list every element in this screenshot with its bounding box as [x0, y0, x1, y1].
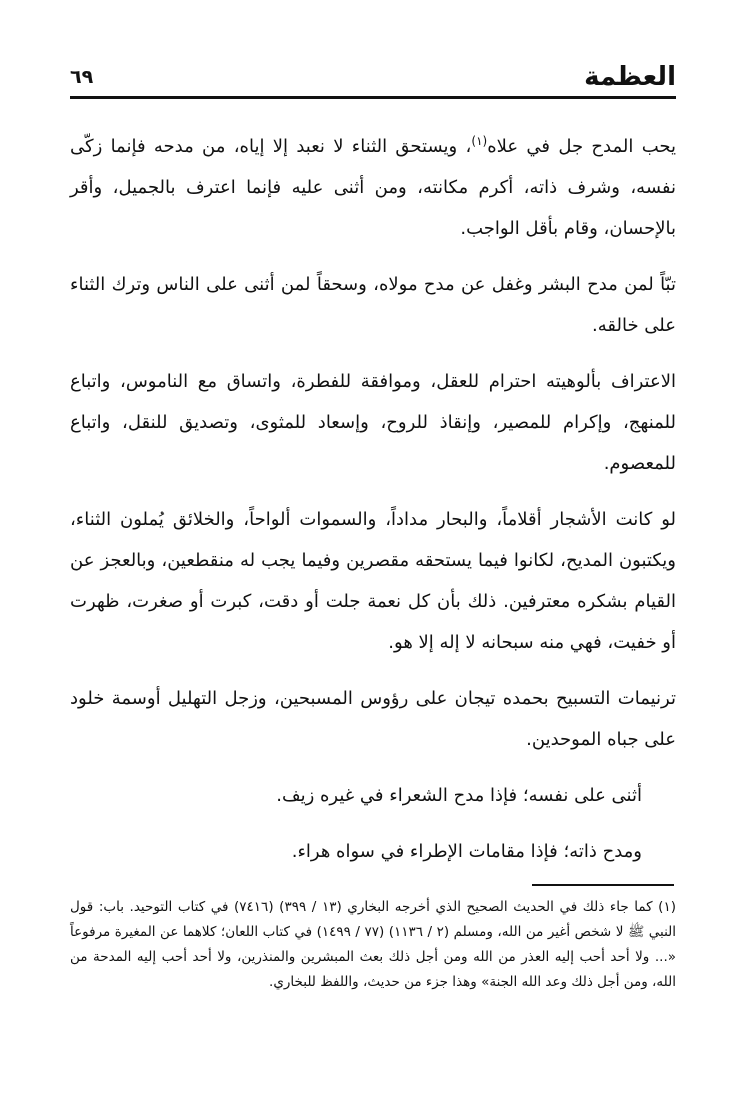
header-rule	[70, 96, 676, 99]
footnote: (١) كما جاء ذلك في الحديث الصحيح الذي أخرجه البخاري (١٣ / ٣٩٩) (٧٤١٦) في كتاب التوحيد. باب: قول النبي ﷺ لا شخص أغير من الله، ومسلم (٢ / ١١٣٦) (٧٧ / ١٤٩٩) في كتاب اللعان؛ كلاهما عن المغيرة مرفوعاً «... ولا أحد أحب إليه العذر من الله ومن أجل ذلك بعث المبشرين والمنذرين، ولا أحد أحب إليه المدحة من الله، ومن أجل ذلك وعد الله الجنة» وهذا جزء من حديث، واللفظ للبخاري.	[70, 899, 677, 990]
paragraph-1-text-start: يحب المدح جل في علاه	[487, 136, 676, 157]
running-title: العظمة	[584, 62, 676, 92]
paragraph-5: ترنيمات التسبيح بحمده تيجان على رؤوس المسبحين، وزجل التهليل أوسمة خلود على جباه الموحدين.	[70, 688, 676, 750]
footnote-reference: (١)	[471, 134, 488, 148]
paragraph-7: ومدح ذاته؛ فإذا مقامات الإطراء في سواه هراء.	[291, 841, 642, 862]
paragraph-2: تبّاً لمن مدح البشر وغفل عن مدح مولاه، وسحقاً لمن أثنى على الناس وترك الثناء على خالقه.	[70, 274, 676, 336]
paragraph-3: الاعتراف بألوهيته احترام للعقل، وموافقة للفطرة، واتساق مع الناموس، واتباع للمنهج، وإكرام للمصير، وإنقاذ للروح، وإسعاد للمثوى، وتصديق للنقل، واتباع للمعصوم.	[70, 371, 676, 474]
paragraph-4: لو كانت الأشجار أقلاماً، والبحار مداداً، والسموات ألواحاً، والخلائق يُملون الثناء، ويكتبون المديح، لكانوا فيما يستحقه مقصرين وفيما يجب له منقطعين، وبالعجز عن القيام بشكره معترفين. ذلك بأن كل نعمة جلت أو دقت، كبرت أو صغرت، ظهرت أو خفيت، فهي منه سبحانه لا إله إلا هو.	[70, 509, 676, 653]
page-header	[70, 62, 676, 96]
footnote-separator	[532, 884, 674, 886]
paragraph-1-text-rest: ، ويستحق الثناء لا نعبد إلا إياه، من مدحه فإنما زكّى نفسه، وشرف ذاته، أكرم مكانته، ومن أثنى عليه فإنما اعترف بالجميل، وأقر بالإحسان، وقام بأقل الواجب.	[70, 136, 676, 239]
page-number: ٦٩	[70, 66, 94, 88]
paragraph-6: أثنى على نفسه؛ فإذا مدح الشعراء في غيره زيف.	[276, 785, 642, 806]
main-text	[70, 126, 676, 887]
paragraph-1	[70, 126, 676, 249]
